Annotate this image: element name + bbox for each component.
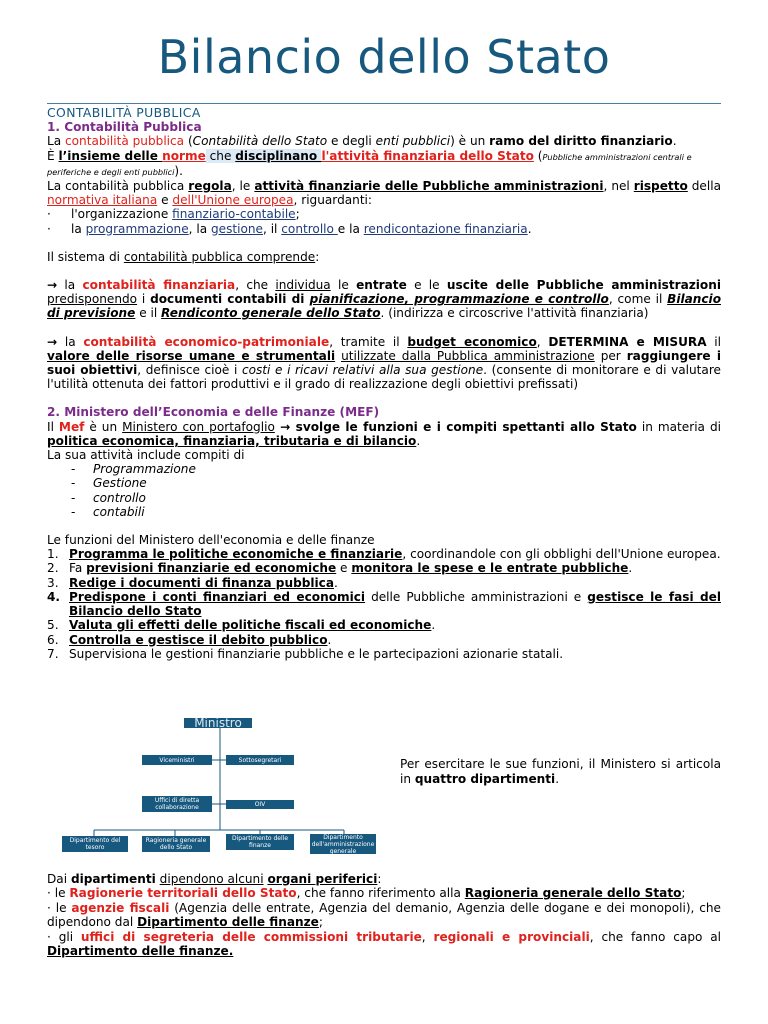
org-box-dipartimento-amministrazione: Dipartimento dell'amministrazione generale bbox=[311, 833, 375, 855]
section-1-heading: 1. Contabilità Pubblica bbox=[47, 120, 202, 135]
paragraph-mef: Il Mef è un Ministero con portafoglio → svolge le funzioni e i compiti spettanti allo Stato in materia di politica economica, finanziaria, tributaria e di bilancio. bbox=[47, 419, 721, 448]
bullet-item: · la programmazione, la gestione, il controllo e la rendicontazione finanziaria. bbox=[47, 221, 532, 236]
org-box-viceministri: Viceministri bbox=[142, 755, 212, 765]
periferici-item: · le agenzie fiscali (Agenzia delle entrate, Agenzia del demanio, Agenzia delle dogane e dei monopoli), che dipendono dal Dipartimento delle finanze; bbox=[47, 900, 721, 930]
paragraph-quattro-dipartimenti: Per esercitare le sue funzioni, il Ministero si articola in quattro dipartimenti. bbox=[400, 757, 721, 787]
org-box-ragioneria: Ragioneria generale dello Stato bbox=[142, 836, 210, 852]
function-item: 2. Fa previsioni finanziarie ed economiche e monitora le spese e le entrate pubbliche. bbox=[47, 561, 633, 576]
paragraph-sistema: Il sistema di contabilità pubblica comprende: bbox=[47, 249, 320, 264]
function-item: 4. Predispone i conti finanziari ed economici delle Pubbliche amministrazioni e gestisce le fasi del Bilancio dello Stato bbox=[47, 589, 721, 619]
function-item: 3. Redige i documenti di finanza pubblica. bbox=[47, 575, 338, 590]
paragraph-regola: La contabilità pubblica regola, le attività finanziarie delle Pubbliche amministrazioni, nel rispetto della normativa italiana e dell'Unione europea, riguardanti: bbox=[47, 179, 722, 208]
page-title: Bilancio dello Stato bbox=[157, 30, 611, 84]
title-divider bbox=[47, 103, 721, 104]
function-item: 6. Controlla e gestisce il debito pubblico. bbox=[47, 632, 332, 647]
paragraph-periferici: Dai dipartimenti dipendono alcuni organi periferici: bbox=[47, 872, 382, 886]
periferici-item: · gli uffici di segreteria delle commissioni tributarie, regionali e provinciali, che fanno capo al Dipartimento delle finanze. bbox=[47, 929, 721, 959]
paragraph-attivita: La sua attività include compiti di bbox=[47, 448, 245, 463]
org-box-oiv: OIV bbox=[226, 800, 294, 809]
org-box-ministro: Ministro bbox=[184, 718, 252, 728]
task-item: - Programmazione bbox=[71, 462, 196, 477]
org-box-dipartimento-finanze: Dipartimento delle finanze bbox=[226, 834, 294, 850]
task-item: - controllo bbox=[71, 490, 146, 505]
function-item: 1. Programma le politiche economiche e finanziarie, coordinandole con gli obblighi dell'Unione europea. bbox=[47, 547, 721, 562]
document-body bbox=[47, 106, 721, 661]
periferici-item: · le Ragionerie territoriali dello Stato, che fanno riferimento alla Ragioneria generale dello Stato; bbox=[47, 886, 686, 901]
org-box-sottosegretari: Sottosegretari bbox=[226, 755, 294, 765]
periferici-section bbox=[47, 872, 721, 958]
function-item: 7. Supervisiona le gestioni finanziarie pubbliche e le partecipazioni azionarie statali. bbox=[47, 646, 564, 661]
bullet-item: · l'organizzazione finanziario-contabile; bbox=[47, 207, 300, 222]
arrow-icon: → bbox=[47, 334, 58, 349]
paragraph-contabilita-finanziaria: → la contabilità finanziaria, che individua le entrate e le uscite delle Pubbliche amministrazioni predisponendo i documenti contabili di pianificazione, programmazione e controllo, come il Bilancio di previsione e il Rendiconto generale dello Stato. (indirizza e circoscrive l'attività finanziaria) bbox=[47, 278, 722, 321]
arrow-icon: → bbox=[47, 278, 58, 293]
paragraph-definition: La contabilità pubblica (Contabilità dello Stato e degli enti pubblici) è un ramo del diritto finanziario. bbox=[47, 134, 677, 149]
section-caps-heading: CONTABILITÀ PUBBLICA bbox=[47, 105, 201, 120]
paragraph-contabilita-economica: → la contabilità economico-patrimoniale, tramite il budget economico, DETERMINA e MISURA il valore delle risorse umane e strumentali utilizzate dalla Pubblica amministrazione per raggiungere i suoi obiettivi, definisce cioè i costi e i ricavi relativi alla sua gestione. (consente di monitorare e di valutare l'utilità ottenuta dei fattori produttivi e il grado di realizzazione degli obiettivi prefissati) bbox=[47, 334, 721, 392]
task-item: - Gestione bbox=[71, 476, 147, 491]
org-box-uffici: Uffici di diretta collaborazione bbox=[142, 796, 212, 812]
function-item: 5. Valuta gli effetti delle politiche fiscali ed economiche. bbox=[47, 618, 436, 633]
org-chart bbox=[60, 714, 375, 864]
paragraph-norme: È l’insieme delle norme che disciplinano l'attività finanziaria dello Stato (Pubbliche amministrazioni centrali e periferiche e degli enti pubblici). bbox=[47, 148, 692, 178]
org-box-dipartimento-tesoro: Dipartimento del tesoro bbox=[62, 836, 128, 852]
paragraph-funzioni-intro: Le funzioni del Ministero dell'economia e delle finanze bbox=[47, 533, 375, 548]
task-item: - contabili bbox=[71, 504, 145, 519]
section-2-heading: 2. Ministero dell’Economia e delle Finanze (MEF) bbox=[47, 405, 380, 420]
